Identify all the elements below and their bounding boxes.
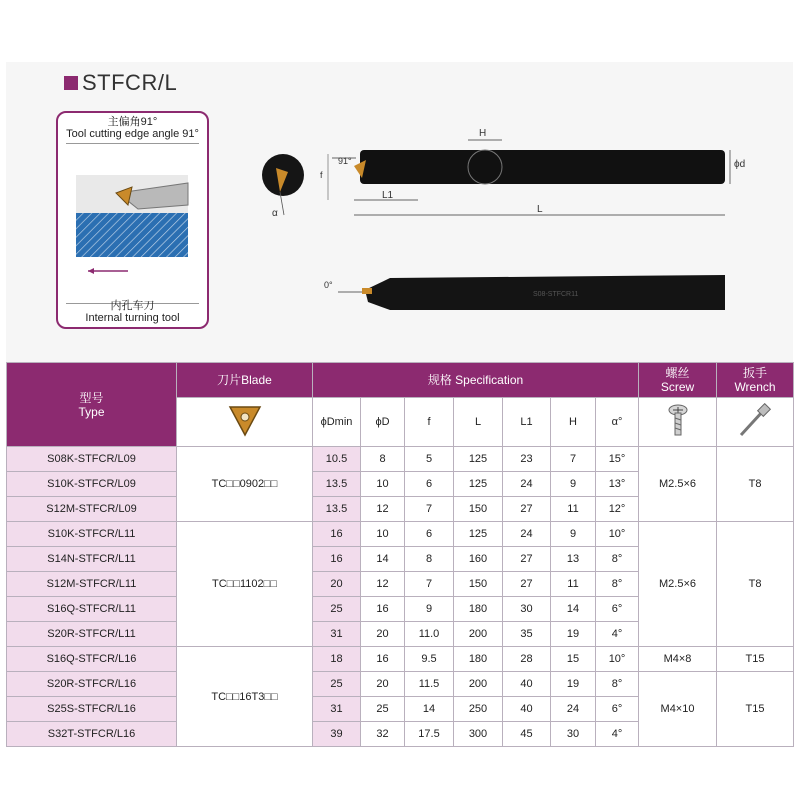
col-wrench — [717, 363, 794, 398]
cell: 19 — [551, 672, 596, 697]
cell: 10 — [361, 472, 405, 497]
cell: 125 — [454, 447, 503, 472]
cell: 20 — [361, 672, 405, 697]
table-row-type: S10K-STFCR/L09 — [7, 472, 177, 497]
col-spec: 规格 Specification — [313, 363, 639, 398]
cell: 20 — [361, 622, 405, 647]
cell: 14 — [551, 597, 596, 622]
cell: 30 — [551, 722, 596, 747]
cell: 28 — [503, 647, 551, 672]
col-l1: L1 — [503, 398, 551, 447]
type-cn: 型号 — [79, 390, 104, 405]
cell: 9 — [405, 597, 454, 622]
cell: 10 — [361, 522, 405, 547]
cell: 35 — [503, 622, 551, 647]
cell: 150 — [454, 497, 503, 522]
boring-illustration — [58, 153, 207, 303]
type-en: Type — [78, 404, 105, 419]
cell: 25 — [313, 672, 361, 697]
cell: 23 — [503, 447, 551, 472]
cell: 27 — [503, 572, 551, 597]
cell: 6° — [596, 697, 639, 722]
cell: 10.5 — [313, 447, 361, 472]
screw-group-4: M4×10 — [639, 672, 717, 747]
cell: 27 — [503, 497, 551, 522]
cell: 16 — [361, 597, 405, 622]
angle-caption-en: Tool cutting edge angle 91° — [66, 128, 199, 140]
wrench-en: Wrench — [734, 380, 776, 394]
cell: 15° — [596, 447, 639, 472]
cell: 40 — [503, 697, 551, 722]
table-row-type: S16Q-STFCR/L16 — [7, 647, 177, 672]
table-row-type: S12M-STFCR/L11 — [7, 572, 177, 597]
spec-table — [6, 362, 794, 747]
l-label: L — [537, 204, 543, 215]
screw-cn: 螺丝 — [665, 366, 690, 380]
table-row-type: S10K-STFCR/L11 — [7, 522, 177, 547]
cell: 11.5 — [405, 672, 454, 697]
angle-caption-cn: 主偏角91° — [107, 116, 158, 128]
wrench-cn: 扳手 — [743, 366, 768, 380]
cell: 40 — [503, 672, 551, 697]
side-insert-icon — [362, 288, 372, 294]
cell: 9 — [551, 472, 596, 497]
cell: 150 — [454, 572, 503, 597]
wrench-group-4: T15 — [717, 672, 794, 747]
angle-caption-bottom — [58, 300, 207, 324]
cell: 4° — [596, 722, 639, 747]
cell: 6 — [405, 472, 454, 497]
blade-group-1: TC□□0902□□ — [177, 447, 313, 522]
cell: 8° — [596, 547, 639, 572]
cell: 16 — [313, 547, 361, 572]
cell: 11.0 — [405, 622, 454, 647]
cell: 18 — [313, 647, 361, 672]
wrench-group-3: T15 — [717, 647, 794, 672]
f-label: f — [320, 170, 323, 180]
screw-en: Screw — [660, 380, 695, 394]
product-title — [64, 70, 177, 96]
cell: 6 — [405, 522, 454, 547]
table-row-type: S20R-STFCR/L16 — [7, 672, 177, 697]
screw-icon — [663, 403, 693, 439]
cell: 19 — [551, 622, 596, 647]
cell: 180 — [454, 647, 503, 672]
angle-91-label: 91° — [338, 156, 352, 166]
alpha-label: α — [272, 208, 278, 219]
cell: 200 — [454, 622, 503, 647]
cell: 180 — [454, 597, 503, 622]
cell: 11 — [551, 497, 596, 522]
cell: 10° — [596, 522, 639, 547]
cell: 24 — [503, 522, 551, 547]
angle-divider-top — [66, 143, 199, 144]
cell: 14 — [405, 697, 454, 722]
tool-drawing — [250, 120, 760, 350]
cell: 125 — [454, 472, 503, 497]
cell: 250 — [454, 697, 503, 722]
col-l: L — [454, 398, 503, 447]
cell: 125 — [454, 522, 503, 547]
cell: 6° — [596, 597, 639, 622]
cell: 11 — [551, 572, 596, 597]
col-dmin: ϕDmin — [313, 398, 361, 447]
col-h: H — [551, 398, 596, 447]
cell: 12° — [596, 497, 639, 522]
cell: 7 — [551, 447, 596, 472]
cell: 12 — [361, 497, 405, 522]
cell: 9.5 — [405, 647, 454, 672]
table-row-type: S14N-STFCR/L11 — [7, 547, 177, 572]
feed-arrow-icon — [88, 268, 94, 274]
cell: 7 — [405, 497, 454, 522]
bottom-caption-en: Internal turning tool — [85, 312, 180, 324]
cell: 31 — [313, 622, 361, 647]
wrench-icon-cell — [717, 398, 794, 447]
bottom-caption-cn: 内孔车刀 — [110, 300, 155, 312]
col-blade: 刀片Blade — [177, 363, 313, 398]
cell: 12 — [361, 572, 405, 597]
title-text: STFCR/L — [82, 70, 178, 95]
table-row-type: S25S-STFCR/L16 — [7, 697, 177, 722]
cell: 8 — [361, 447, 405, 472]
cell: 8° — [596, 572, 639, 597]
cell: 32 — [361, 722, 405, 747]
table-row-type: S12M-STFCR/L09 — [7, 497, 177, 522]
wrench-icon — [735, 403, 775, 439]
cell: 16 — [361, 647, 405, 672]
cell: 16 — [313, 522, 361, 547]
col-f: f — [405, 398, 454, 447]
shank-marking: S08-STFCR11 — [533, 291, 579, 298]
cell: 200 — [454, 672, 503, 697]
cell: 9 — [551, 522, 596, 547]
cell: 27 — [503, 547, 551, 572]
cell: 45 — [503, 722, 551, 747]
cell: 25 — [313, 597, 361, 622]
table-row-type: S32T-STFCR/L16 — [7, 722, 177, 747]
cell: 7 — [405, 572, 454, 597]
boring-bar-top — [360, 150, 725, 184]
phid-label: ϕd — [734, 159, 746, 170]
screw-group-2: M2.5×6 — [639, 522, 717, 647]
cell: 13 — [551, 547, 596, 572]
screw-group-3: M4×8 — [639, 647, 717, 672]
cutting-angle-box — [56, 111, 209, 329]
cell: 13.5 — [313, 497, 361, 522]
cell: 20 — [313, 572, 361, 597]
cell: 13.5 — [313, 472, 361, 497]
col-d: ϕD — [361, 398, 405, 447]
h-label: H — [479, 128, 487, 139]
cell: 8° — [596, 672, 639, 697]
insert-icon — [225, 401, 265, 441]
wrench-group-2: T8 — [717, 522, 794, 647]
zero-deg-label: 0° — [324, 280, 333, 290]
cell: 15 — [551, 647, 596, 672]
cell: 160 — [454, 547, 503, 572]
cell: 39 — [313, 722, 361, 747]
cell: 24 — [551, 697, 596, 722]
l1-label: L1 — [382, 190, 394, 201]
cell: 30 — [503, 597, 551, 622]
col-type — [7, 363, 177, 447]
col-alpha: α° — [596, 398, 639, 447]
title-marker — [64, 76, 78, 90]
screw-group-1: M2.5×6 — [639, 447, 717, 522]
cell: 24 — [503, 472, 551, 497]
cell: 17.5 — [405, 722, 454, 747]
cell: 8 — [405, 547, 454, 572]
cell: 5 — [405, 447, 454, 472]
cell: 25 — [361, 697, 405, 722]
cell: 31 — [313, 697, 361, 722]
blade-insert-cell — [177, 398, 313, 447]
cell: 4° — [596, 622, 639, 647]
cell: 13° — [596, 472, 639, 497]
screw-icon-cell — [639, 398, 717, 447]
col-screw — [639, 363, 717, 398]
table-row-type: S16Q-STFCR/L11 — [7, 597, 177, 622]
blade-group-2: TC□□1102□□ — [177, 522, 313, 647]
cell: 10° — [596, 647, 639, 672]
table-row-type: S20R-STFCR/L11 — [7, 622, 177, 647]
wrench-group-1: T8 — [717, 447, 794, 522]
table-row-type: S08K-STFCR/L09 — [7, 447, 177, 472]
cell: 300 — [454, 722, 503, 747]
blade-group-3: TC□□16T3□□ — [177, 647, 313, 747]
cell: 14 — [361, 547, 405, 572]
